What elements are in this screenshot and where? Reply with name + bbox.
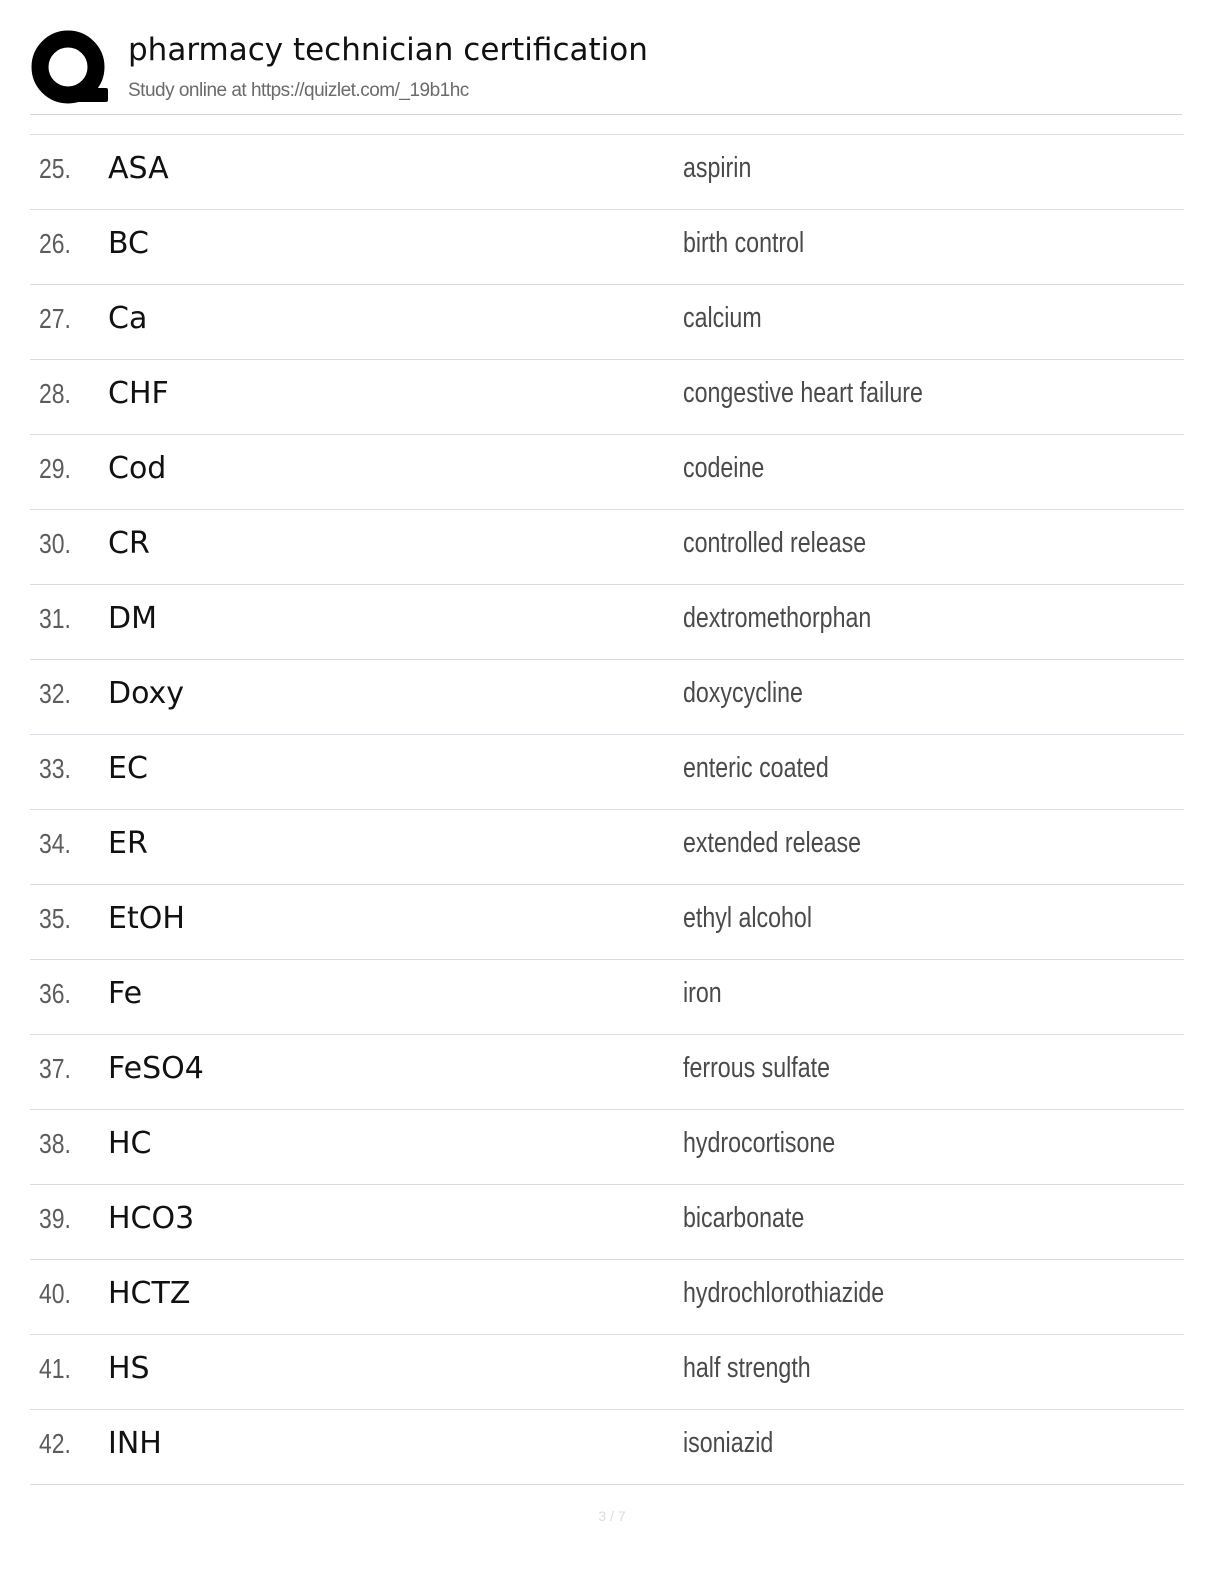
card-term: HS <box>108 1351 150 1386</box>
card-definition: calcium <box>683 302 762 334</box>
flashcard-row <box>30 960 1184 1035</box>
flashcard-row <box>30 1035 1184 1110</box>
flashcard-row <box>30 735 1184 810</box>
card-term: EtOH <box>108 901 185 936</box>
flashcard-row <box>30 1185 1184 1260</box>
card-term: BC <box>108 226 150 261</box>
card-number: 38. <box>39 1128 71 1159</box>
card-definition: birth control <box>683 227 805 259</box>
card-number: 42. <box>39 1428 71 1459</box>
quizlet-logo-icon <box>30 30 110 108</box>
card-term: HC <box>108 1126 152 1161</box>
card-number: 33. <box>39 753 71 784</box>
flashcard-row <box>30 585 1184 660</box>
flashcard-row <box>30 885 1184 960</box>
page-header <box>30 28 1182 115</box>
card-term: Fe <box>108 976 143 1011</box>
card-definition: enteric coated <box>683 752 829 784</box>
card-definition: bicarbonate <box>683 1202 805 1234</box>
card-number: 40. <box>39 1278 71 1309</box>
study-online-link[interactable]: Study online at https://quizlet.com/_19b1hc <box>128 80 469 101</box>
card-number: 35. <box>39 903 71 934</box>
card-definition: hydrocortisone <box>683 1127 836 1159</box>
card-term: Ca <box>108 301 148 336</box>
flashcard-row <box>30 285 1184 360</box>
card-number: 26. <box>39 228 71 259</box>
card-number: 31. <box>39 603 71 634</box>
card-term: Cod <box>108 451 167 486</box>
flashcard-row <box>30 435 1184 510</box>
flashcard-row <box>30 1410 1184 1485</box>
card-term: HCO3 <box>108 1201 195 1236</box>
card-number: 25. <box>39 153 71 184</box>
card-definition: dextromethorphan <box>683 602 872 634</box>
card-term: ASA <box>108 151 169 186</box>
flashcard-row <box>30 660 1184 735</box>
card-term: CR <box>108 526 150 561</box>
flashcard-row <box>30 810 1184 885</box>
card-definition: codeine <box>683 452 765 484</box>
flashcard-row <box>30 1110 1184 1185</box>
flashcard-row <box>30 210 1184 285</box>
flashcard-row <box>30 360 1184 435</box>
card-number: 32. <box>39 678 71 709</box>
flashcard-row <box>30 1260 1184 1335</box>
card-term: INH <box>108 1426 162 1461</box>
card-number: 37. <box>39 1053 71 1084</box>
card-term: HCTZ <box>108 1276 191 1311</box>
card-definition: aspirin <box>683 152 752 184</box>
card-term: DM <box>108 601 157 636</box>
card-number: 30. <box>39 528 71 559</box>
card-definition: extended release <box>683 827 861 859</box>
page-number: 3 / 7 <box>598 1508 626 1524</box>
set-title: pharmacy technician certification <box>128 32 648 68</box>
card-definition: ethyl alcohol <box>683 902 812 934</box>
card-term: CHF <box>108 376 169 411</box>
card-number: 27. <box>39 303 71 334</box>
card-definition: iron <box>683 977 722 1009</box>
card-term: Doxy <box>108 676 185 711</box>
flashcard-list <box>30 134 1184 1485</box>
card-definition: doxycycline <box>683 677 803 709</box>
card-term: FeSO4 <box>108 1051 204 1086</box>
card-definition: ferrous sulfate <box>683 1052 831 1084</box>
card-number: 28. <box>39 378 71 409</box>
flashcard-row <box>30 135 1184 210</box>
card-definition: isoniazid <box>683 1427 774 1459</box>
card-definition: controlled release <box>683 527 867 559</box>
flashcard-row <box>30 1335 1184 1410</box>
card-number: 34. <box>39 828 71 859</box>
card-term: EC <box>108 751 148 786</box>
flashcard-row <box>30 510 1184 585</box>
card-number: 41. <box>39 1353 71 1384</box>
card-number: 36. <box>39 978 71 1009</box>
card-number: 39. <box>39 1203 71 1234</box>
card-definition: hydrochlorothiazide <box>683 1277 885 1309</box>
card-term: ER <box>108 826 148 861</box>
card-number: 29. <box>39 453 71 484</box>
card-definition: half strength <box>683 1352 811 1384</box>
card-definition: congestive heart failure <box>683 377 923 409</box>
